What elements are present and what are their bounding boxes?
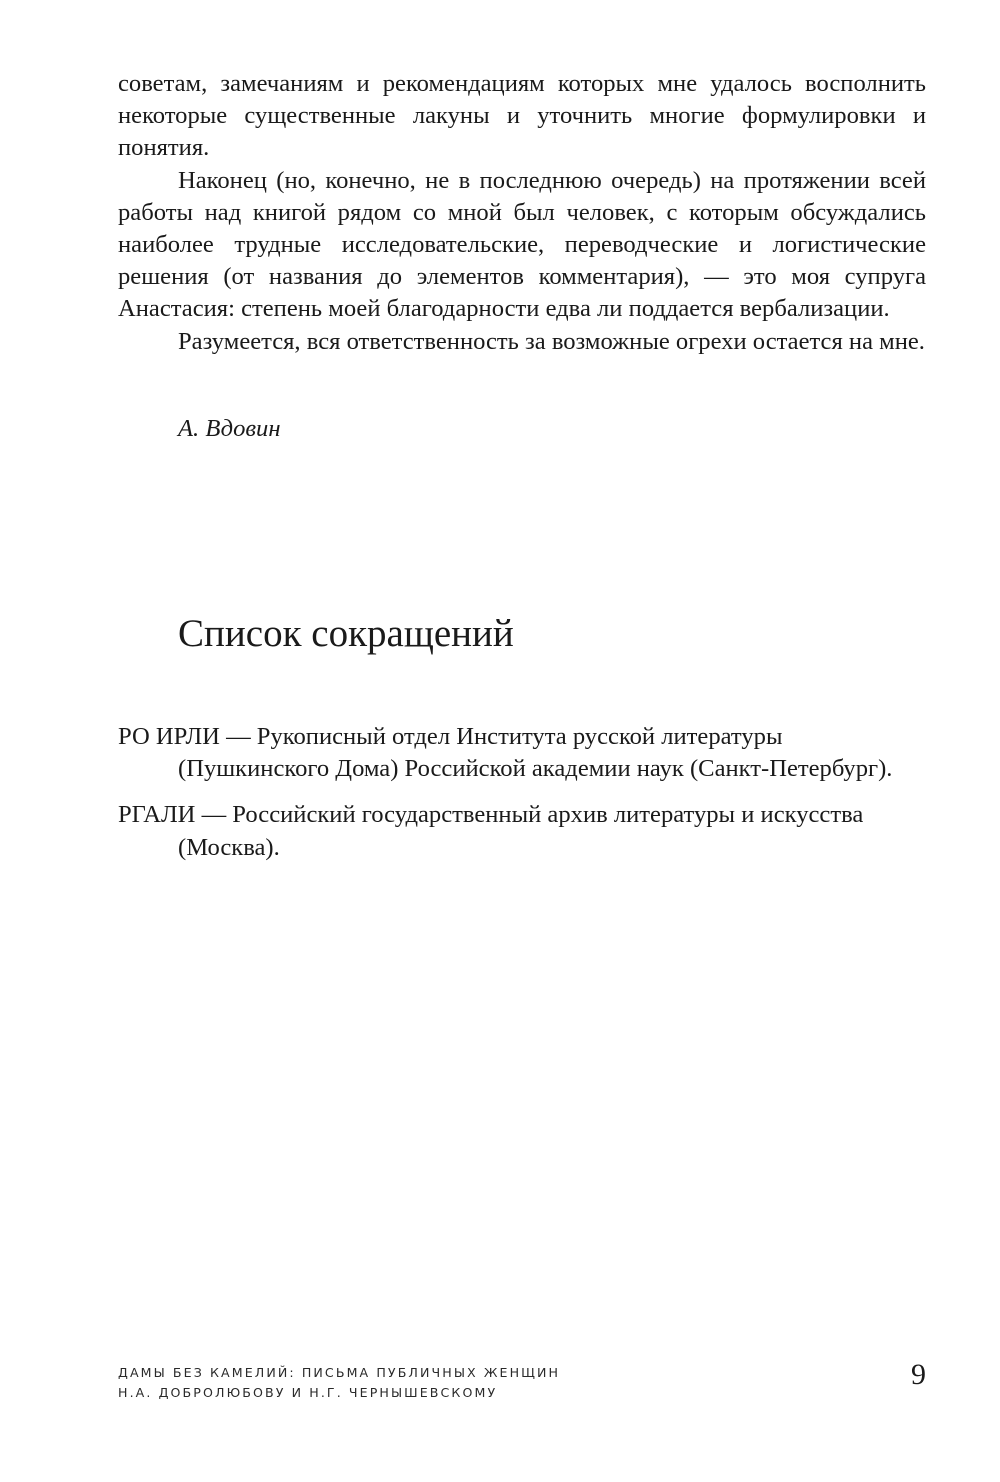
paragraph-continuation: советам, замечаниям и рекомендациям которых мне удалось восполнить некоторые существенные лакуны и уточнить многие формулировки и понятия. xyxy=(118,70,926,162)
abbreviations-list xyxy=(118,721,926,878)
section-heading: Список сокращений xyxy=(178,612,514,655)
footer-title-line-1: ДАМЫ БЕЗ КАМЕЛИЙ: ПИСЬМА ПУБЛИЧНЫХ ЖЕНЩИН xyxy=(118,1365,561,1380)
running-footer xyxy=(118,1363,560,1403)
paragraph-acknowledgement: Наконец (но, конечно, не в последнюю очередь) на протяжении всей работы над книгой рядом со мной был человек, с которым обсуждались наиболее трудные исследовательские, переводческие и логистические решения (от названия до элементов комментария), — это моя супруга Анастасия: степень моей благодарности едва ли поддается вербализации. xyxy=(118,166,926,323)
author-signature: А. Вдовин xyxy=(178,415,281,442)
abbreviation-item: РГАЛИ — Российский государственный архив литературы и искусства (Москва). xyxy=(118,801,864,861)
body-text xyxy=(118,68,926,358)
paragraph-responsibility: Разумеется, вся ответственность за возможные огрехи остается на мне. xyxy=(178,327,925,355)
page-number: 9 xyxy=(911,1358,926,1391)
abbreviation-item: РО ИРЛИ — Рукописный отдел Института русской литературы (Пушкинского Дома) Российской академии наук (Санкт-Петербург). xyxy=(118,723,893,783)
footer-title-line-2: Н.А. ДОБРОЛЮБОВУ И Н.Г. ЧЕРНЫШЕВСКОМУ xyxy=(118,1385,498,1400)
